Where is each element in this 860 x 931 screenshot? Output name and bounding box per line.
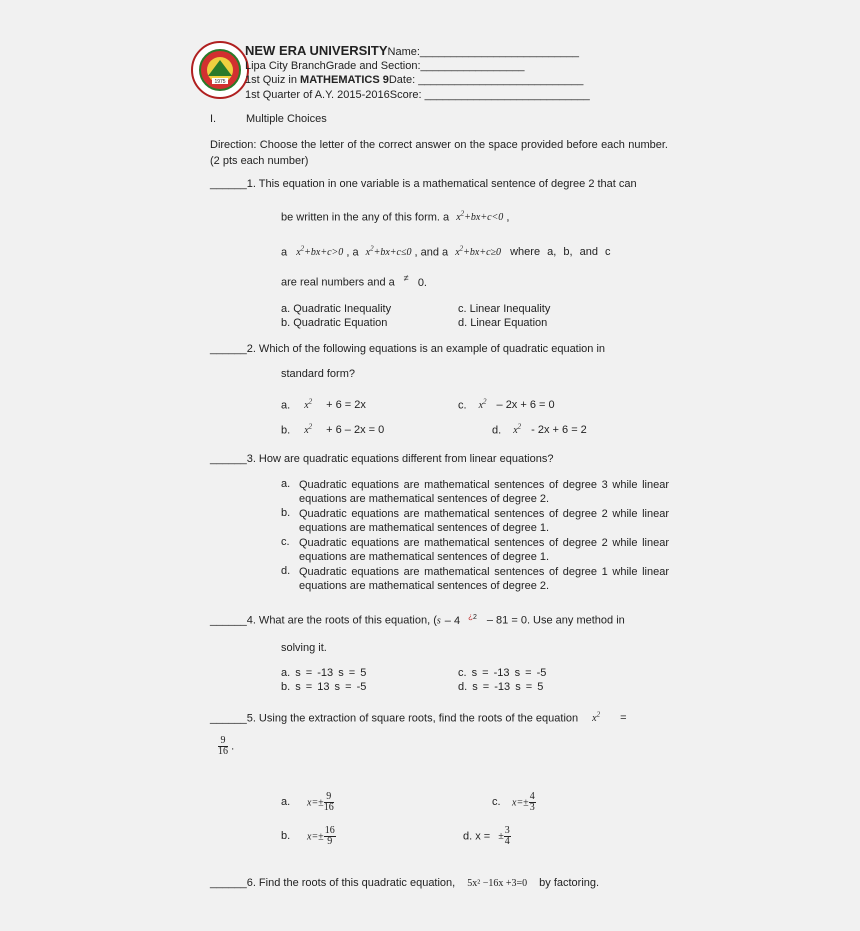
q1-option-a: a. Quadratic Inequality [281,303,392,315]
q5-option-d: d. x = ± $\frac{3}{4}$ [463,825,510,847]
q3-option-letter: c. [281,536,290,548]
q1-ineq-gt: $x^2+bx+c>0$ [296,245,344,259]
branch-text: Lipa City Branch [245,60,326,72]
university-seal-logo [190,40,250,100]
university-name: NEW ERA UNIVERSITY [245,43,388,58]
q3-option-text: Quadratic equations are mathematical sentences of degree 1 while linear equations are mathematical sentences of degree 2. [299,566,669,592]
q4-option-a: a. s = -13 s = 5 [281,667,367,679]
grade-section-field: Grade and Section:_________________ [325,60,525,72]
q3-option [281,507,669,535]
section-number: I. [210,113,217,125]
q1-line2: be written in the any of this form. a $x^2+bx+c<0$ , [281,210,510,224]
q5-stem: ______5. Using the extraction of square roots, find the roots of the equation $x^2$ = [210,711,627,725]
q6-equation: 5x² −16x +3=0 [467,878,528,889]
q1-line2-text: be written in the any of this form. a [281,211,450,224]
q1-line4: are real numbers and a ≠ 0. [281,273,427,289]
q1-ineq-ge: $x^2+bx+c\ge 0$ [455,245,502,259]
q3-option-letter: b. [281,507,291,519]
direction-text: Direction: Choose the letter of the correct answer on the space provided before each number. (2 pts each number) [210,139,668,167]
q3-option [281,536,669,564]
not-equal-symbol: ≠ [403,273,409,283]
q4-option-b: b. s = 13 s = -5 [281,681,367,693]
q2-line2: standard form? [281,368,355,380]
header-line-3 [245,74,583,86]
q1-ineq-lt: $x^2+bx+c<0$ [456,210,504,224]
score-field: Score: ___________________________ [389,89,590,101]
section-title: Multiple Choices [246,113,327,125]
q6-stem: ______6. Find the roots of this quadratic equation, 5x² −16x +3=0 by factoring. [210,877,600,889]
svg-text:1975: 1975 [214,79,226,85]
q1-stem: ______1. This equation in one variable is a mathematical sentence of degree 2 that can [210,178,637,190]
q1-option-c: c. Linear Inequality [458,303,551,315]
q3-option-text: Quadratic equations are mathematical sentences of degree 3 while linear equations are mathematical sentences of degree 2. [299,479,669,505]
q3-option-text: Quadratic equations are mathematical sentences of degree 2 while linear equations are mathematical sentences of degree 1. [299,537,669,563]
q3-option [281,478,669,506]
q4-option-c: c. s = -13 s = -5 [458,667,547,679]
name-field: Name:__________________________ [387,46,579,58]
header-line-1 [245,43,579,58]
q3-option-letter: a. [281,478,291,490]
q4-option-d: d. s = -13 s = 5 [458,681,544,693]
q4-stem: ______4. What are the roots of this equation, (s – 4 $^{¿2}$ – 81 = 0. Use any method in [210,612,625,627]
header-line-4 [245,89,590,101]
date-field: Date: ___________________________ [388,74,584,86]
q1-ineq-le: $x^2+bx+c\le 0$ [365,245,412,259]
q3-stem: ______3. How are quadratic equations different from linear equations? [210,453,554,465]
q5-fraction: $\frac{9}{16}$ . [218,735,235,757]
q5-option-b: b. x=± $\frac{16}{9}$ [281,825,335,847]
q1-option-d: d. Linear Equation [458,317,548,329]
q5-option-c: c. x=± $\frac{4}{3}$ [492,791,535,813]
squared-marker: ¿ [468,612,473,621]
header-line-2 [245,60,525,72]
q1-option-b: b. Quadratic Equation [281,317,388,329]
quiz-subject: MATHEMATICS 9 [300,74,389,86]
q3-option-letter: d. [281,565,291,577]
q5-option-a: a. x=± $\frac{9}{16}$ [281,791,334,813]
q2-option-b: b. $x^2 + 6 - 2x = 0$ [281,423,385,437]
q3-option-text: Quadratic equations are mathematical sentences of degree 2 while linear equations are mathematical sentences of degree 1. [299,508,669,534]
q2-stem: ______2. Which of the following equations is an example of quadratic equation in [210,343,606,355]
q4-line2: solving it. [281,642,327,654]
q2-option-a: a. $x^2 + 6 = 2x$ [281,398,366,412]
quiz-prefix: 1st Quiz in [245,74,301,86]
q2-option-c: c. $x^2 - 2x + 6 = 0$ [458,398,555,412]
q2-option-d: d. $x^2 - 2x + 6 = 2$ [492,423,587,437]
q1-a-label: a [281,246,288,259]
quarter-text: 1st Quarter of A.Y. 2015-2016 [245,89,390,101]
quiz-page [190,40,680,930]
q1-line3: a $x^2+bx+c>0$ , a $x^2+bx+c\le 0$ , and a $x^2+bx+c\ge 0$ where a, b, and c [281,245,611,259]
q3-option [281,565,669,593]
